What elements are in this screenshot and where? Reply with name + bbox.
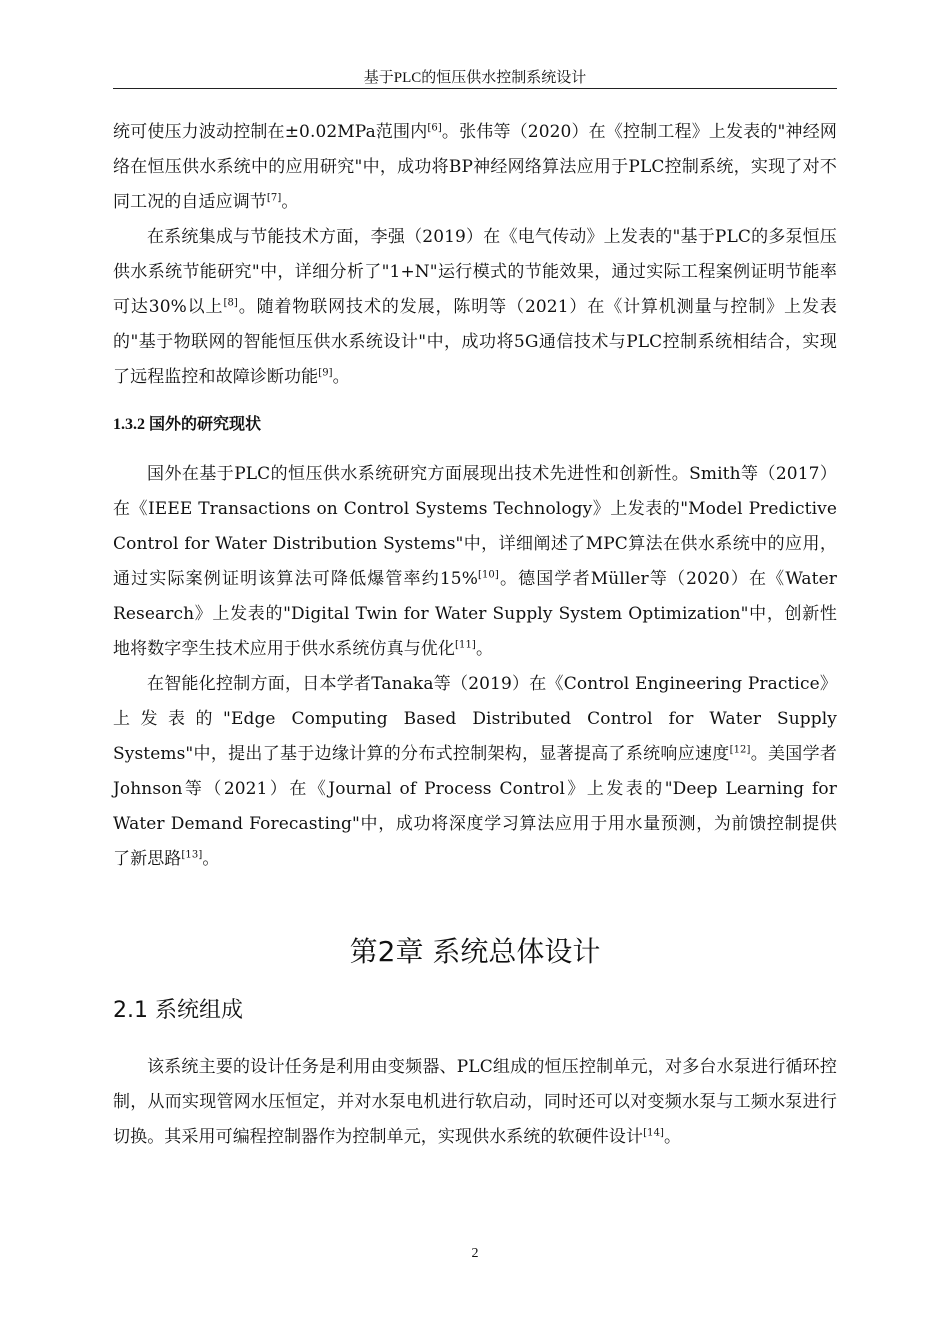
- citation: [10]: [477, 569, 499, 581]
- paragraph: 在系统集成与节能技术方面，李强（2019）在《电气传动》上发表的"基于PLC的多泵恒压供水系统节能研究"中，详细分析了"1+N"运行模式的节能效果，通过实际工程案例证明节能率可达30%以上[8]。随着物联网技术的发展，陈明等（2021）在《计算机测量与控制》上发表的"基于物联网的智能恒压供水系统设计"中，成功将5G通信技术与PLC控制系统相结合，实现了远程监控和故障诊断功能[9]。: [113, 227, 837, 387]
- section-heading: 2.1 系统组成: [113, 998, 243, 1023]
- chapter-title: 第2章 系统总体设计: [349, 935, 601, 968]
- body-block-1: [113, 115, 837, 395]
- running-header: 基于PLC的恒压供水控制系统设计: [363, 70, 587, 86]
- citation: [8]: [223, 297, 238, 309]
- paragraph: 在智能化控制方面，日本学者Tanaka等（2019）在《Control Engineering Practice》上发表的"Edge Computing Based Distributed Control for Water Supply Systems"中，提出了基于边缘计算的分布式控制架构，显著提高了系统响应速度[12]。美国学者Johnson等（2021）在《Journal of Process Control》上发表的"Deep Learning for Water Demand Forecasting"中，成功将深度学习算法应用于用水量预测，为前馈控制提供了新思路[13]。: [113, 674, 837, 869]
- citation: [7]: [266, 192, 282, 204]
- citation: [9]: [318, 367, 333, 379]
- citation: [6]: [427, 122, 442, 134]
- citation: [13]: [181, 849, 203, 861]
- citation: [12]: [729, 744, 751, 756]
- body-block-3: [113, 1050, 837, 1155]
- paragraph-continued: 统可使压力波动控制在±0.02MPa范围内[6]。张伟等（2020）在《控制工程》上发表的"神经网络在恒压供水系统中的应用研究"中，成功将BP神经网络算法应用于PLC控制系统，实现了对不同工况的自适应调节[7]。: [113, 122, 837, 212]
- paragraph: 该系统主要的设计任务是利用由变频器、PLC组成的恒压控制单元，对多台水泵进行循环控制，从而实现管网水压恒定，并对水泵电机进行软启动，同时还可以对变频水泵与工频水泵进行切换。其采用可编程控制器作为控制单元，实现供水系统的软硬件设计[14]。: [113, 1057, 837, 1147]
- page-number: 2: [471, 1246, 479, 1261]
- citation: [14]: [643, 1127, 665, 1139]
- subsection-heading: 1.3.2 国外的研究现状: [113, 416, 262, 433]
- citation: [11]: [455, 639, 476, 651]
- paragraph: 国外在基于PLC的恒压供水系统研究方面展现出技术先进性和创新性。Smith等（2017）在《IEEE Transactions on Control Systems Technology》上发表的"Model Predictive Control for Water Distribution Systems"中，详细阐述了MPC算法在供水系统中的应用，通过实际案例证明该算法可降低爆管率约15%[10]。德国学者Müller等（2020）在《Water Research》上发表的"Digital Twin for Water Supply System Optimization"中，创新性地将数字孪生技术应用于供水系统仿真与优化[11]。: [113, 464, 837, 659]
- body-block-2: [113, 457, 837, 877]
- header-rule: [113, 88, 837, 89]
